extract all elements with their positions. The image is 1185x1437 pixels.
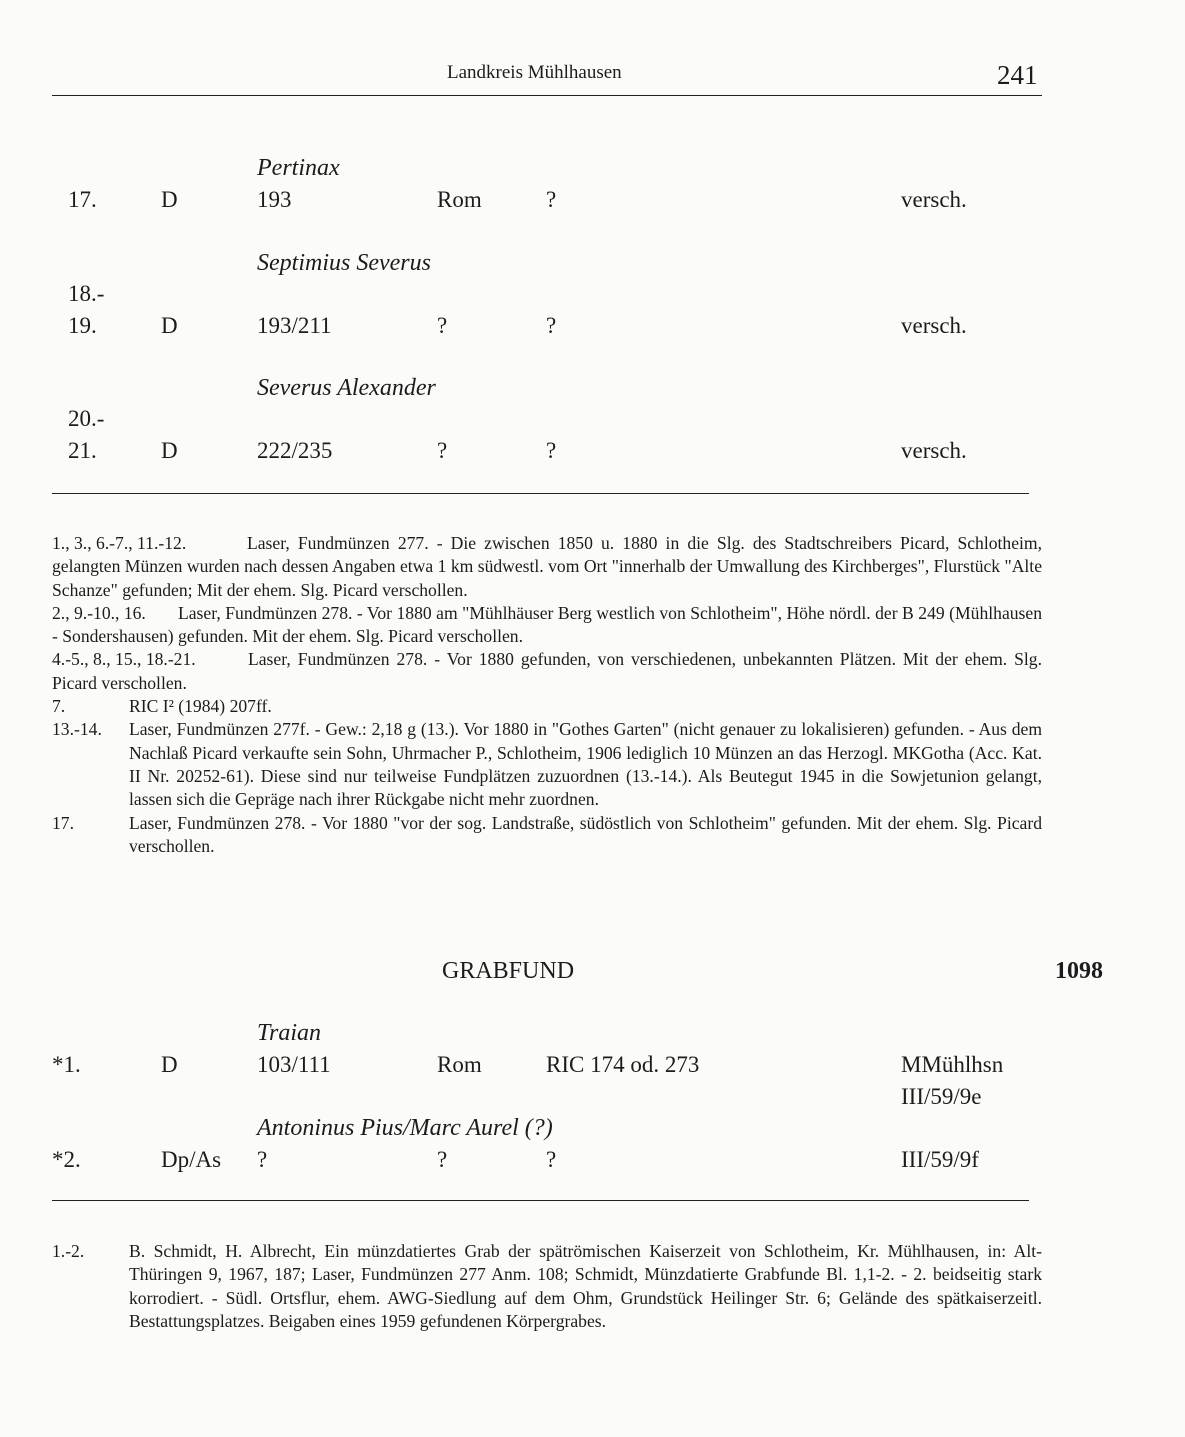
footnote	[52, 532, 1042, 602]
footnote-ref: 7.	[52, 696, 66, 717]
coin-reference: RIC 174 od. 273	[546, 1052, 700, 1077]
coin-mint: Rom	[437, 187, 482, 212]
ruler-name: Antoninus Pius/Marc Aurel (?)	[257, 1115, 553, 1141]
footnotes-section-2	[52, 1240, 1042, 1333]
coin-location: III/59/9f	[901, 1147, 979, 1172]
coin-number: *2.	[52, 1147, 81, 1172]
footnote-text: Laser, Fundmünzen 277f. - Gew.: 2,18 g (13.). Vor 1880 in "Gothes Garten" (nicht genauer zu lokalisieren) gefunden. - Aus dem Nachlaß Picard verkaufte sein Sohn, Uhrmacher P., Schlotheim, 1906 lediglich 10 Münzen an das Herzogl. MKGotha (Acc. Kat. II Nr. 20252-61). Diese sind nur teilweise Fundplätzen zuzuordnen (13.-14.). Als Beutegut 1945 in die Sowjetunion gelangt, lassen sich die Gepräge nach ihrer Rückgabe nicht mehr zuordnen.	[129, 719, 1042, 810]
coin-date: 103/111	[257, 1052, 331, 1077]
coin-number: 17.	[68, 187, 97, 212]
ruler-name: Severus Alexander	[257, 375, 436, 401]
footnote	[52, 648, 1042, 695]
footnote	[52, 602, 1042, 649]
footnote-text: Laser, Fundmünzen 278. - Vor 1880 gefunden, von verschiedenen, unbekannten Plätzen. Mit der ehem. Slg. Picard verschollen.	[52, 649, 1042, 693]
footnote	[52, 695, 1042, 718]
coin-reference: ?	[546, 187, 557, 212]
ruler-name: Pertinax	[257, 155, 340, 181]
coin-inventory-number: III/59/9e	[901, 1084, 982, 1109]
footnote-ref: 2., 9.-10., 16.	[52, 602, 146, 623]
coin-reference: ?	[546, 1147, 557, 1172]
coin-mint: ?	[437, 1147, 448, 1172]
footnote-text: Laser, Fundmünzen 278. - Vor 1880 am "Mühlhäuser Berg westlich von Schlotheim", Höhe nördl. der B 249 (Mühlhausen - Sondershausen) gefunden. Mit der ehem. Slg. Picard verschollen.	[52, 602, 1042, 647]
ruler-name: Traian	[257, 1020, 322, 1046]
footnote-ref: 4.-5., 8., 15., 18.-21.	[52, 649, 196, 670]
coin-number: 19.	[68, 313, 97, 338]
coin-denomination: D	[161, 438, 178, 463]
table-end-rule	[52, 1200, 1029, 1201]
coin-number: 21.	[68, 438, 97, 463]
header-rule	[52, 95, 1042, 96]
running-header-title: Landkreis Mühlhausen	[447, 62, 622, 83]
footnote-text: RIC I² (1984) 207ff.	[129, 696, 272, 717]
footnote-text: Laser, Fundmünzen 277. - Die zwischen 1850 u. 1880 in die Slg. des Stadtschreibers Picard, Schlotheim, gelangten Münzen wurden nach dessen Angaben etwa 1 km südwestl. vom Ort "innerhalb der Umwallung des Kirchberges", Flurstück "Alte Schanze" gefunden; Mit der ehem. Slg. Picard verschollen.	[52, 533, 1042, 600]
footnote-ref: 1.-2.	[52, 1241, 85, 1261]
coin-date: 193/211	[257, 313, 332, 338]
footnote-ref: 17.	[52, 812, 74, 833]
footnote-ref: 1., 3., 6.-7., 11.-12.	[52, 533, 187, 553]
coin-reference: ?	[546, 313, 557, 338]
footnote-text: B. Schmidt, H. Albrecht, Ein münzdatiertes Grab der spätrömischen Kaiserzeit von Schlotheim, Kr. Mühlhausen, in: Alt-Thüringen 9, 1967, 187; Laser, Fundmünzen 277 Anm. 108; Schmidt, Münzdatierte Grabfunde Bl. 1,1-2. - 2. beidseitig stark korrodiert. - Südl. Ortsflur, ehem. AWG-Siedlung auf dem Ohm, Grundstück Heilinger Str. 6; Gelände des spätkaiserzeitl. Bestattungsplatzes. Beigaben eines 1959 gefundenen Körpergrabes.	[129, 1241, 1042, 1331]
coin-date: 222/235	[257, 438, 333, 463]
page-number: 241	[997, 60, 1038, 90]
coin-date: ?	[257, 1147, 268, 1172]
coin-denomination: D	[161, 1052, 178, 1077]
coin-location: versch.	[901, 187, 967, 212]
footnotes-section-1	[52, 532, 1042, 858]
coin-location: versch.	[901, 313, 967, 338]
coin-denomination: D	[161, 313, 178, 338]
footnote	[52, 812, 1042, 859]
coin-mint: ?	[437, 313, 448, 338]
section-title: GRABFUND	[442, 958, 575, 984]
footnote	[52, 1240, 1042, 1333]
coin-number: *1.	[52, 1052, 81, 1077]
coin-number: 18.-	[68, 281, 105, 306]
footnote	[52, 718, 1042, 811]
coin-reference: ?	[546, 438, 557, 463]
footnote-ref: 13.-14.	[52, 719, 102, 740]
coin-denomination: D	[161, 187, 178, 212]
coin-denomination: Dp/As	[161, 1147, 222, 1172]
footnote-text: Laser, Fundmünzen 278. - Vor 1880 "vor der sog. Landstraße, südöstlich von Schlotheim" gefunden. Mit der ehem. Slg. Picard verschollen.	[129, 812, 1042, 856]
ruler-name: Septimius Severus	[257, 250, 431, 276]
table-end-rule	[52, 493, 1029, 494]
coin-mint: ?	[437, 438, 448, 463]
coin-location: MMühlhsn	[901, 1052, 1004, 1077]
coin-location: versch.	[901, 438, 967, 463]
section-number: 1098	[1055, 958, 1103, 984]
coin-date: 193	[257, 187, 292, 212]
coin-mint: Rom	[437, 1052, 482, 1077]
coin-number: 20.-	[68, 406, 105, 431]
